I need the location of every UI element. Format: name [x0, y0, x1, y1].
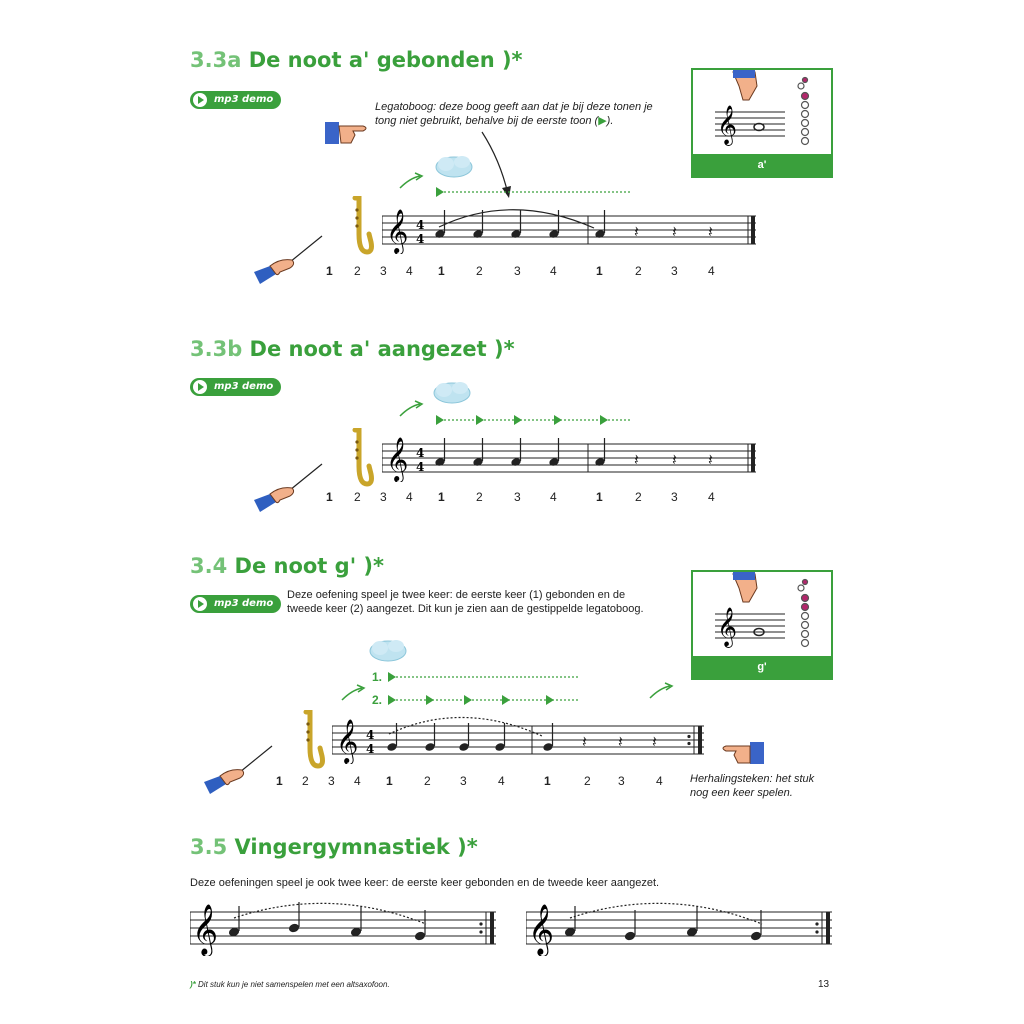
beat-count: 3	[618, 774, 625, 788]
music-staff-3-5-a	[190, 896, 500, 956]
svg-text:4: 4	[366, 742, 375, 756]
fingering-card-a	[691, 68, 833, 178]
section-heading-3-3a: 3.3a De noot a' gebonden )*	[190, 48, 523, 72]
play-marker-icon: ▶	[598, 115, 607, 127]
treble-clef-icon: 𝄞	[717, 105, 738, 145]
svg-text:𝄽: 𝄽	[634, 222, 639, 241]
beat-count: 2	[354, 490, 361, 504]
beat-count: 3	[514, 264, 521, 278]
breath-cloud-icon	[430, 378, 474, 408]
breath-arrow-icon	[648, 682, 674, 700]
conductor-hand-icon	[250, 232, 325, 287]
music-staff-3-4	[332, 714, 710, 764]
fingering-diagram	[693, 70, 831, 154]
breath-arrow-icon	[398, 172, 424, 190]
beat-count: 1	[386, 774, 393, 788]
breath-arrow-icon	[340, 684, 366, 702]
beat-count: 1	[326, 490, 333, 504]
svg-text:𝄽: 𝄽	[672, 450, 677, 469]
fingering-card-g	[691, 570, 833, 680]
pointing-hand-icon	[716, 738, 766, 768]
saxophone-icon	[345, 428, 375, 490]
beat-count: 4	[406, 264, 413, 278]
beat-count: 2	[476, 264, 483, 278]
fingering-diagram	[693, 572, 831, 656]
play-icon	[193, 93, 207, 107]
beat-count: 4	[656, 774, 663, 788]
beat-count: 3	[460, 774, 467, 788]
line-label-2: 2.	[372, 693, 383, 707]
beat-count: 4	[708, 490, 715, 504]
beat-count: 4	[354, 774, 361, 788]
section-heading-3-4: 3.4 De noot g' )*	[190, 554, 385, 578]
beat-count: 1	[596, 264, 603, 278]
play-icon	[193, 380, 207, 394]
treble-clef-icon: 𝄞	[336, 719, 359, 763]
saxophone-icon	[345, 196, 375, 258]
beat-count: 3	[328, 774, 335, 788]
svg-text:𝄽: 𝄽	[652, 732, 657, 751]
beat-count: 2	[354, 264, 361, 278]
section-title: De noot a' gebonden )*	[248, 48, 523, 72]
svg-text:𝄽: 𝄽	[582, 732, 587, 751]
play-icon	[193, 597, 207, 611]
breath-cloud-icon	[432, 152, 476, 182]
section-title: De noot a' aangezet )*	[249, 337, 515, 361]
beat-count: 4	[550, 264, 557, 278]
beat-count: 2	[302, 774, 309, 788]
section-heading-3-5: 3.5 Vingergymnastiek )*	[190, 835, 478, 859]
beat-count: 1	[276, 774, 283, 788]
tongued-breath-line	[436, 414, 636, 426]
breath-line	[436, 186, 636, 198]
svg-text:4: 4	[416, 460, 425, 474]
beat-count: 1	[544, 774, 551, 788]
beat-count: 3	[671, 490, 678, 504]
beat-count: 1	[438, 490, 445, 504]
exercise-instructions: Deze oefening speel je twee keer: de eerste keer (1) gebonden en de tweede keer (2) aangezet. Dit kun je zien aan de gestippelde legatoboog.	[287, 589, 644, 615]
svg-text:𝄽: 𝄽	[618, 732, 623, 751]
beat-count: 1	[438, 264, 445, 278]
svg-text:𝄽: 𝄽	[708, 222, 713, 241]
breath-cloud-icon	[366, 636, 410, 666]
beat-count: 4	[550, 490, 557, 504]
fingering-card-label: g'	[693, 656, 831, 678]
beat-count: 4	[708, 264, 715, 278]
beat-count: 3	[380, 490, 387, 504]
section-title: De noot g' )*	[234, 554, 385, 578]
treble-clef-icon: 𝄞	[192, 904, 219, 955]
page-number: 13	[818, 979, 830, 990]
repeat-sign-note: Herhalingsteken: het stuk nog een keer spelen.	[690, 773, 815, 799]
beat-count: 3	[514, 490, 521, 504]
music-staff-3-3a	[382, 204, 760, 254]
beat-count: 2	[584, 774, 591, 788]
tongued-breath-line	[388, 694, 583, 706]
beat-count: 3	[671, 264, 678, 278]
breath-arrow-icon	[398, 400, 424, 418]
svg-text:4: 4	[416, 218, 425, 232]
section-title: Vingergymnastiek )*	[234, 835, 478, 859]
treble-clef-icon: 𝄞	[528, 904, 555, 955]
svg-text:4: 4	[416, 446, 425, 460]
pointing-hand-icon	[323, 118, 371, 148]
beat-count: 4	[498, 774, 505, 788]
beat-count: 2	[635, 490, 642, 504]
saxophone-icon	[296, 710, 326, 772]
mp3-demo-button[interactable]: mp3 demo	[190, 595, 281, 613]
beat-count: 4	[406, 490, 413, 504]
footnote: )* Dit stuk kun je niet samenspelen met een altsaxofoon.	[190, 980, 390, 989]
conductor-hand-icon	[250, 460, 325, 515]
treble-clef-icon: 𝄞	[386, 209, 409, 253]
treble-clef-icon: 𝄞	[717, 607, 738, 647]
exercise-instructions: Deze oefeningen speel je ook twee keer: de eerste keer gebonden en de tweede keer aangezet.	[190, 877, 660, 889]
beat-count: 2	[476, 490, 483, 504]
line-label-1: 1.	[372, 670, 383, 684]
svg-text:4: 4	[366, 728, 375, 742]
music-staff-3-3b	[382, 432, 760, 482]
mp3-demo-button[interactable]: mp3 demo	[190, 91, 281, 109]
music-staff-3-5-b	[526, 896, 836, 956]
beat-count: 2	[424, 774, 431, 788]
beat-count: 3	[380, 264, 387, 278]
slurred-breath-line	[388, 671, 583, 683]
beat-count: 1	[596, 490, 603, 504]
beat-count: 2	[635, 264, 642, 278]
svg-text:4: 4	[416, 232, 425, 246]
conductor-hand-icon	[200, 742, 275, 797]
fingering-card-label: a'	[693, 154, 831, 176]
section-heading-3-3b: 3.3b De noot a' aangezet )*	[190, 337, 515, 361]
svg-text:𝄽: 𝄽	[634, 450, 639, 469]
beat-count: 1	[326, 264, 333, 278]
treble-clef-icon: 𝄞	[386, 437, 409, 481]
svg-text:𝄽: 𝄽	[672, 222, 677, 241]
legato-note: Legatoboog: deze boog geeft aan dat je bij deze tonen je tong niet gebruikt, behalve bij de eerste toon (▶).	[375, 101, 653, 127]
svg-text:𝄽: 𝄽	[708, 450, 713, 469]
mp3-demo-button[interactable]: mp3 demo	[190, 378, 281, 396]
